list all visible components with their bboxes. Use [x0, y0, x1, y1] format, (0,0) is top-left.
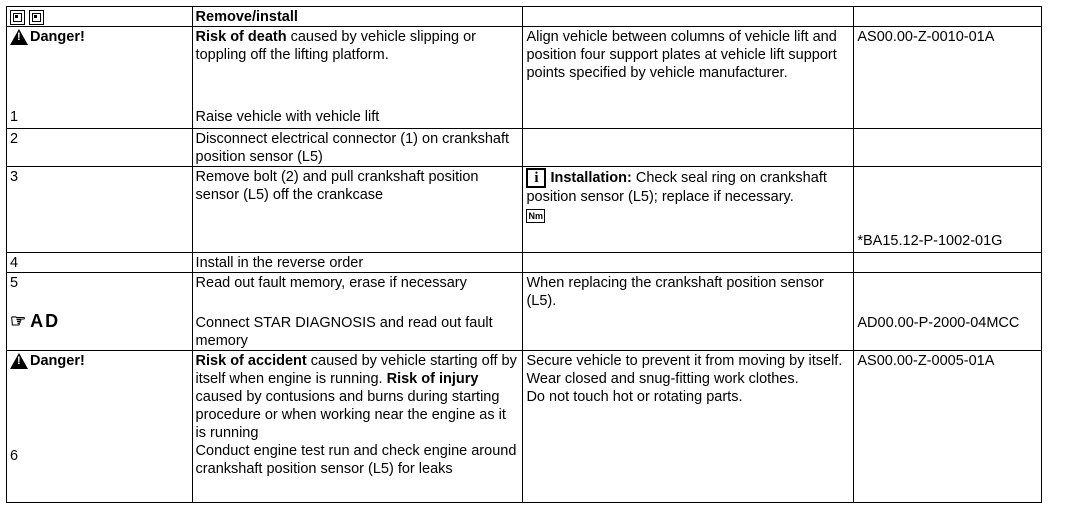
danger-instruction-1: Align vehicle between columns of vehicle lift and position four support plates at vehicle lift support points specified by vehicle manufacturer. — [523, 27, 854, 129]
step-text-4: Install in the reverse order — [192, 253, 523, 273]
torque-nm-icon: Nm — [528, 211, 543, 221]
install-icon — [29, 10, 44, 25]
step-row-4 — [7, 253, 1042, 273]
step-row-5 — [7, 273, 1042, 351]
header-row — [7, 7, 1042, 27]
danger-row-1 — [7, 27, 1042, 129]
step-number-4: 4 — [7, 253, 193, 273]
danger-risk-2: Risk of accident caused by vehicle starting off by itself when engine is running. Risk of injury caused by contusions and burns during starting procedure or when working near the engine as it is running — [195, 353, 517, 441]
danger-ref-1: AS00.00-Z-0010-01A — [854, 27, 1042, 129]
danger-row-2 — [7, 351, 1042, 503]
step-ref-5: AD00.00-P-2000-04MCC — [857, 315, 1020, 331]
danger-instruction-2c: Do not touch hot or rotating parts. — [526, 389, 743, 405]
remove-icon — [10, 10, 25, 25]
warning-triangle-icon — [10, 353, 28, 369]
installation-note: i Installation: Check seal ring on crankshaft position sensor (L5); replace if necessary. — [526, 170, 827, 205]
step-number-3: 3 — [7, 167, 193, 253]
danger-label-1: ! Danger! — [10, 28, 189, 46]
danger-instruction-2b: Wear closed and snug-fitting work clothes. — [526, 371, 799, 387]
ad-text: Connect STAR DIAGNOSIS and read out fault memory — [195, 315, 493, 349]
header-icons — [7, 7, 193, 27]
header-title: Remove/install — [195, 9, 298, 25]
warning-triangle-icon — [10, 29, 28, 45]
header-title-cell — [192, 7, 523, 27]
info-icon: i — [526, 168, 546, 188]
step-row-3 — [7, 167, 1042, 253]
danger-risk-1: Risk of death caused by vehicle slipping or toppling off the lifting platform. — [195, 29, 477, 63]
step-note-5: When replacing the crankshaft position sensor (L5). — [523, 273, 854, 351]
danger-instruction-2a: Secure vehicle to prevent it from moving by itself. — [526, 353, 843, 369]
step-text-1: Raise vehicle with vehicle lift — [195, 109, 380, 125]
step-text-5: Read out fault memory, erase if necessary — [195, 275, 467, 291]
danger-ref-2: AS00.00-Z-0005-01A — [854, 351, 1042, 503]
step-text-3: Remove bolt (2) and pull crankshaft position sensor (L5) off the crankcase — [192, 167, 523, 253]
pointing-hand-icon: ☞ — [10, 311, 29, 331]
step-ref-3: *BA15.12-P-1002-01G — [857, 233, 1003, 249]
step-number-2: 2 — [7, 129, 193, 167]
step-number-5: 5 — [10, 275, 19, 291]
ad-label: ☞ AD — [10, 311, 61, 331]
step-number-1: 1 — [10, 109, 19, 125]
step-row-2 — [7, 129, 1042, 167]
step-text-2: Disconnect electrical connector (1) on crankshaft position sensor (L5) — [192, 129, 523, 167]
danger-label-2: ! Danger! — [10, 352, 189, 370]
procedure-table — [6, 6, 1042, 503]
step-text-6: Conduct engine test run and check engine around crankshaft position sensor (L5) for leaks — [195, 443, 517, 477]
step-number-6: 6 — [10, 448, 19, 464]
